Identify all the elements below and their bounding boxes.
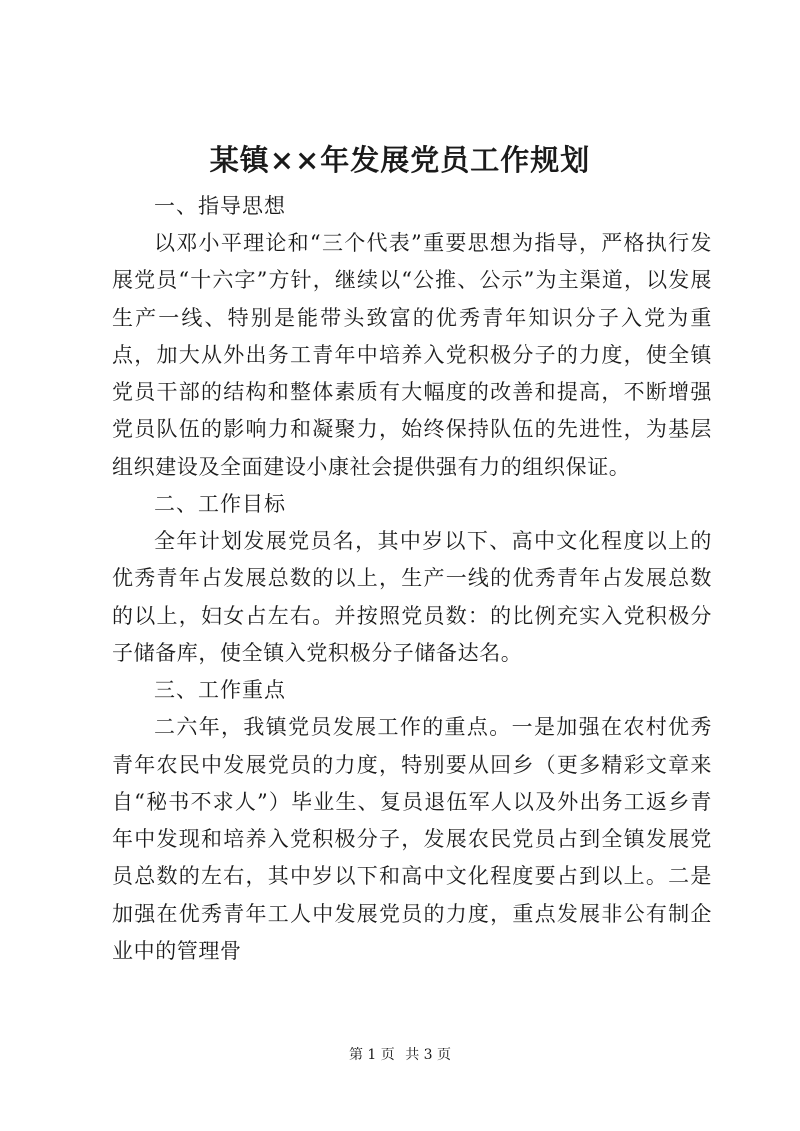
section-paragraph: 全年计划发展党员名，其中岁以下、高中文化程度以上的优秀青年占发展总数的以上，生产一线的优秀青年占发展总数的以上，妇女占左右。并按照党员数：的比例充实入党积极分子储备库，使全镇入党积极分子储备达名。 (112, 529, 712, 665)
page-footer (0, 1045, 800, 1065)
section-heading: 一、指导思想 (154, 194, 286, 218)
document-body (112, 188, 712, 970)
section-heading: 三、工作重点 (154, 678, 286, 703)
section-paragraph: 二六年，我镇党员发展工作的重点。一是加强在农村优秀青年农民中发展党员的力度，特别要从回乡（更多精彩文章来自“秘书不求人”）毕业生、复员退伍军人以及外出务工返乡青年中发现和培养入党积极分子，发展农民党员占到全镇发展党员总数的左右，其中岁以下和高中文化程度要占到以上。二是加强在优秀青年工人中发展党员的力度，重点发展非公有制企业中的管理骨 (112, 715, 712, 964)
section-heading: 二、工作目标 (154, 492, 286, 517)
document-title: 某镇××年发展党员工作规划 (209, 143, 591, 177)
section-paragraph: 以邓小平理论和“三个代表”重要思想为指导，严格执行发展党员“十六字”方针，继续以“公推、公示”为主渠道，以发展生产一线、特别是能带头致富的优秀青年知识分子入党为重点，加大从外出务工青年中培养入党积极分子的力度，使全镇党员干部的结构和整体素质有大幅度的改善和提高，不断增强党员队伍的影响力和凝聚力，始终保持队伍的先进性，为基层组织建设及全面建设小康社会提供强有力的组织保证。 (112, 231, 712, 479)
section-guiding-thought (112, 188, 712, 486)
page-number: 第 1 页 (348, 1047, 395, 1063)
page-total: 共 3 页 (405, 1047, 452, 1063)
section-work-focus (112, 672, 712, 970)
section-work-goals (112, 486, 712, 672)
